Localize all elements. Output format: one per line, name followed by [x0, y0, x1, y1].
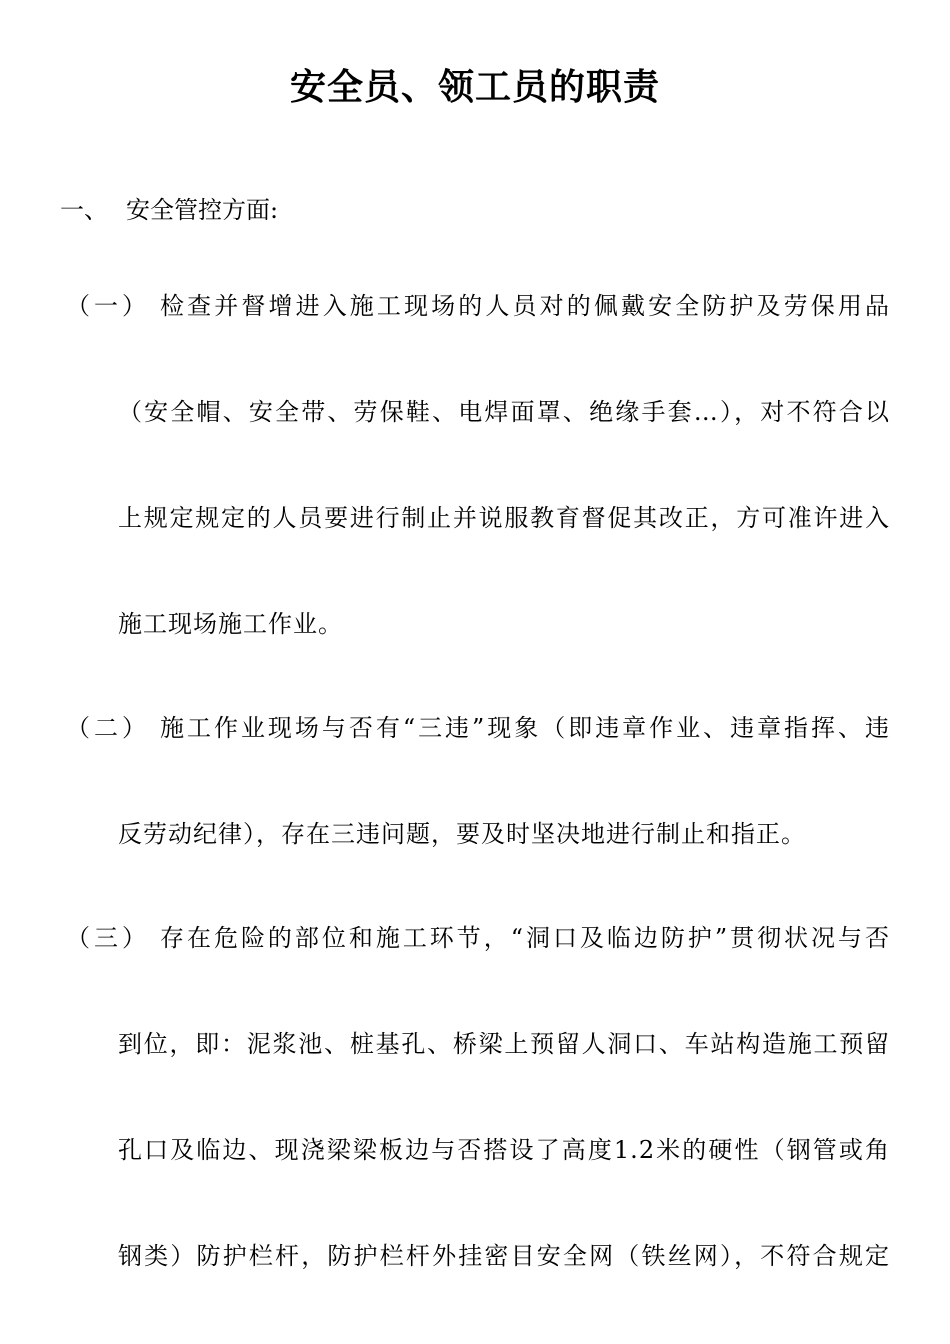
paragraph-line: （安全帽、安全带、劳保鞋、电焊面罩、绝缘手套…），对不符合以 — [118, 398, 890, 426]
paragraph-line: 存在危险的部位和施工环节，“洞口及临边防护”贯彻状况与否 — [160, 924, 890, 952]
item-label: （二） — [66, 714, 150, 742]
paragraph-line: 上规定规定的人员要进行制止并说服教育督促其改正，方可准许进入 — [118, 504, 890, 532]
section-heading — [60, 190, 278, 230]
paragraph-line: 反劳动纪律），存在三违问题，要及时坚决地进行制止和指正。 — [118, 820, 806, 848]
paragraph-line: 施工作业现场与否有“三违”现象（即违章作业、违章指挥、违 — [160, 714, 890, 742]
document-title: 安全员、领工员的职责 — [289, 67, 660, 108]
paragraph-line: 检查并督增进入施工现场的人员对的佩戴安全防护及劳保用品 — [160, 292, 890, 320]
paragraph-line: 钢类）防护栏杆，防护栏杆外挂密目安全网（铁丝网），不符合规定 — [118, 1242, 890, 1270]
paragraph-line: 孔口及临边、现浇梁梁板边与否搭设了高度1.2米的硬性（钢管或角 — [118, 1136, 890, 1164]
section-heading-text: 安全管控方面: — [126, 196, 279, 224]
item-label: （三） — [66, 924, 150, 952]
section-number: 一、 — [60, 196, 108, 224]
paragraph-line: 到位，即：泥浆池、桩基孔、桥梁上预留人洞口、车站构造施工预留 — [118, 1030, 890, 1058]
paragraph-line: 施工现场施工作业。 — [118, 610, 343, 638]
item-label: （一） — [66, 292, 150, 320]
